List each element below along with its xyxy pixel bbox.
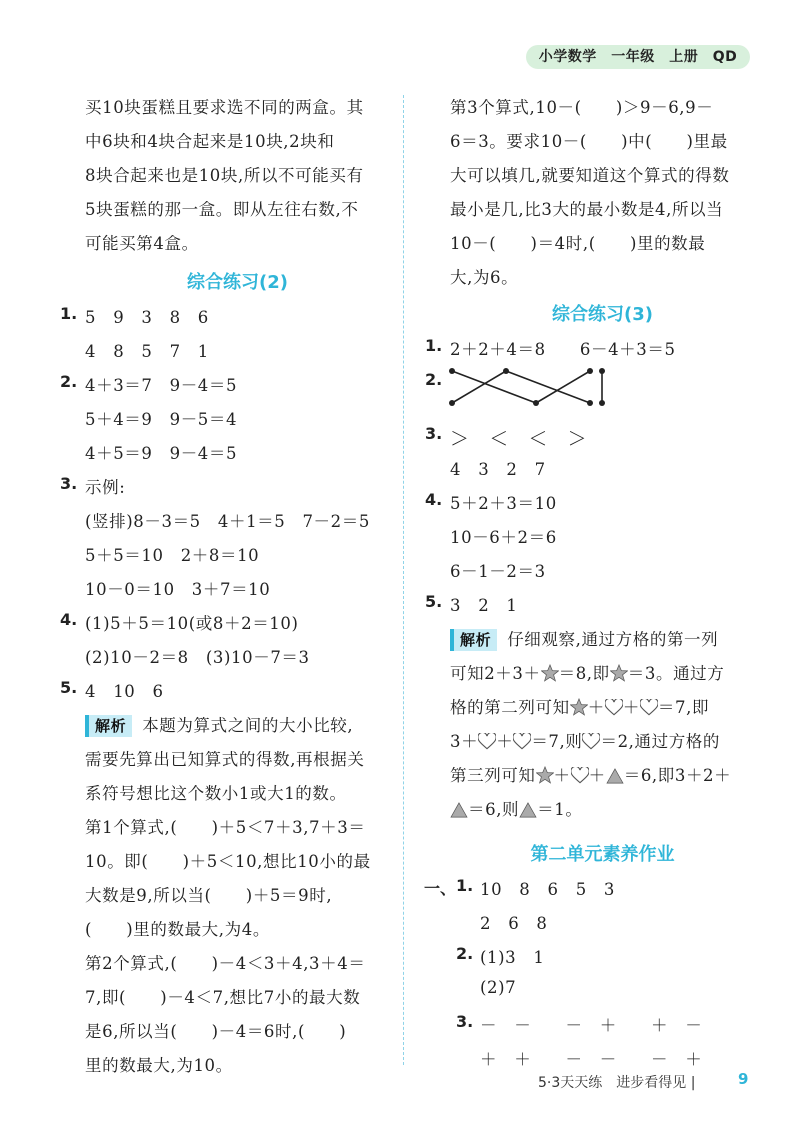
text-line: 最小是几,比3大的最小数是4,所以当 [450, 200, 724, 219]
answer-line: 4 10 6 [85, 682, 164, 701]
analysis-text: 仔细观察,通过方格的第一列 [507, 630, 719, 649]
answer-line: 4 8 5 7 1 [85, 342, 209, 361]
part-number: 一、 [424, 879, 457, 898]
match-line [506, 371, 590, 403]
analysis-line: 7,即( )－4＜7,想比7小的最大数 [85, 988, 361, 1007]
answer-line: (竖排)8－3＝5 4＋1＝5 7－2＝5 [85, 512, 370, 531]
answer-line: 6－1－2＝3 [450, 562, 546, 581]
analysis-text: ＝8,即 [558, 664, 610, 683]
star-icon [610, 664, 628, 682]
text-line: 中6块和4块合起来是10块,2块和 [85, 132, 335, 151]
match-dot [599, 400, 605, 406]
star-icon [541, 664, 559, 682]
section-title: 综合练习(3) [552, 304, 653, 325]
text-line: 第3个算式,10－( )＞9－6,9－ [450, 98, 714, 117]
analysis-line [450, 694, 709, 718]
column-divider [403, 95, 404, 1065]
match-line [536, 371, 590, 403]
page-number: 9 [738, 1070, 749, 1088]
star-icon [536, 766, 554, 784]
match-line [452, 371, 536, 403]
question-number: 1. [60, 304, 78, 323]
analysis-text: ＝3。通过方 [627, 664, 725, 683]
analysis-text: ＝1。 [537, 800, 583, 819]
answer-line: 3 2 1 [450, 596, 518, 615]
question-number: 2. [425, 370, 443, 389]
question-number: 4. [60, 610, 78, 629]
question-number: 3. [425, 424, 443, 443]
analysis-line [450, 796, 582, 820]
text-line: 6＝3。要求10－( )中( )里最 [450, 132, 728, 151]
answer-line: 5＋4＝9 9－5＝4 [85, 410, 238, 429]
question-number: 5. [60, 678, 78, 697]
analysis-line: 10。即( )＋5＜10,想比10小的最 [85, 852, 371, 871]
heart-icon [478, 733, 496, 750]
match-dot [533, 400, 539, 406]
analysis-badge: 解析 [450, 629, 497, 651]
heart-icon [582, 733, 600, 750]
question-number: 4. [425, 490, 443, 509]
answer-line: (1)3 1 [480, 948, 545, 967]
star-icon [570, 698, 588, 716]
analysis-line: ( )里的数最大,为4。 [85, 920, 270, 939]
answer-line: 示例: [85, 478, 126, 497]
match-dot [449, 400, 455, 406]
footer-text: 5·3天天练 进步看得见 | [538, 1075, 696, 1091]
matching-diagram [446, 364, 616, 410]
answer-line: 4 3 2 7 [450, 460, 546, 479]
analysis-line: 第1个算式,( )＋5＜7＋3,7＋3＝ [85, 818, 366, 837]
answer-line: (1)5＋5＝10(或8＋2＝10) [85, 614, 299, 633]
analysis-line [450, 626, 718, 651]
text-line: 大可以填几,就要知道这个算式的得数 [450, 166, 730, 185]
analysis-text: 格的第二列可知 [450, 698, 570, 717]
section-title: 综合练习(2) [187, 272, 288, 293]
question-number: 3. [60, 474, 78, 493]
analysis-line: 里的数最大,为10。 [85, 1056, 233, 1075]
analysis-line [450, 660, 724, 684]
question-number: 3. [456, 1012, 474, 1031]
analysis-text: ＝7,即 [657, 698, 710, 717]
answer-line: 2＋2＋4＝8 6－4＋3＝5 [450, 340, 676, 359]
match-dot [599, 368, 605, 374]
analysis-text: 第三列可知 [450, 766, 536, 785]
analysis-badge: 解析 [85, 715, 132, 737]
answer-line: 2 6 8 [480, 914, 548, 933]
match-dot [587, 368, 593, 374]
analysis-text: 本题为算式之间的大小比较, [142, 716, 354, 735]
text-line: 买10块蛋糕且要求选不同的两盒。其 [85, 98, 364, 117]
analysis-line: 需要先算出已知算式的得数,再根据关 [85, 750, 365, 769]
analysis-text: ＋ [553, 766, 571, 785]
analysis-text: 3＋ [450, 732, 479, 751]
question-number: 2. [60, 372, 78, 391]
answer-line: (2)10－2＝8 (3)10－7＝3 [85, 648, 310, 667]
analysis-line [450, 728, 720, 752]
question-number: 1. [456, 876, 474, 895]
analysis-line [85, 712, 353, 737]
answer-line: ＞ ＜ ＜ ＞ [450, 428, 588, 450]
unit-title: 第二单元素养作业 [530, 844, 675, 865]
answer-line: 4＋3＝7 9－4＝5 [85, 376, 238, 395]
question-number: 1. [425, 336, 443, 355]
match-line [452, 371, 506, 403]
heart-icon [605, 699, 623, 716]
analysis-line: 是6,所以当( )－4＝6时,( ) [85, 1022, 347, 1041]
text-line: 大,为6。 [450, 268, 519, 287]
triangle-icon [450, 802, 468, 818]
answer-line: 10 8 6 5 3 [480, 880, 615, 899]
match-dot [503, 368, 509, 374]
heart-icon [640, 699, 658, 716]
analysis-line: 系符号想比这个数小1或大1的数。 [85, 784, 347, 803]
analysis-line [450, 762, 731, 786]
heart-icon [571, 767, 589, 784]
matching-pair [594, 364, 610, 410]
analysis-text: ＝6,即3＋2＋ [623, 766, 732, 785]
match-dot [449, 368, 455, 374]
answer-line: 4＋5＝9 9－4＝5 [85, 444, 238, 463]
text-line: 可能买第4盒。 [85, 234, 199, 253]
analysis-text: ＋ [588, 766, 606, 785]
answer-line: (2)7 [480, 978, 517, 997]
answer-line: ＋ ＋ － － － ＋ [480, 1050, 703, 1069]
header-tag: 小学数学 一年级 上册 QD [526, 45, 750, 69]
text-line: 5块蛋糕的那一盒。即从左往右数,不 [85, 200, 359, 219]
question-number: 2. [456, 944, 474, 963]
heart-icon [513, 733, 531, 750]
match-dot [587, 400, 593, 406]
triangle-icon [606, 768, 624, 784]
answer-line: 5＋5＝10 2＋8＝10 [85, 546, 260, 565]
question-number: 5. [425, 592, 443, 611]
analysis-line: 第2个算式,( )－4＜3＋4,3＋4＝ [85, 954, 366, 973]
text-line: 10－( )＝4时,( )里的数最 [450, 234, 706, 253]
analysis-text: ＝2,通过方格的 [600, 732, 721, 751]
triangle-icon [519, 802, 537, 818]
analysis-text: 可知2＋3＋ [450, 664, 541, 683]
analysis-text: ＝7,则 [531, 732, 583, 751]
analysis-text: ＋ [496, 732, 514, 751]
answer-line: 10－0＝10 3＋7＝10 [85, 580, 271, 599]
answer-line: 10－6＋2＝6 [450, 528, 557, 547]
analysis-text: ＋ [587, 698, 605, 717]
analysis-line: 大数是9,所以当( )＋5＝9时, [85, 886, 333, 905]
answer-line: － － － ＋ ＋ － [480, 1016, 703, 1035]
analysis-text: ＝6,则 [468, 800, 520, 819]
answer-line: 5＋2＋3＝10 [450, 494, 557, 513]
answer-line: 5 9 3 8 6 [85, 308, 209, 327]
analysis-text: ＋ [622, 698, 640, 717]
text-line: 8块合起来也是10块,所以不可能买有 [85, 166, 364, 185]
